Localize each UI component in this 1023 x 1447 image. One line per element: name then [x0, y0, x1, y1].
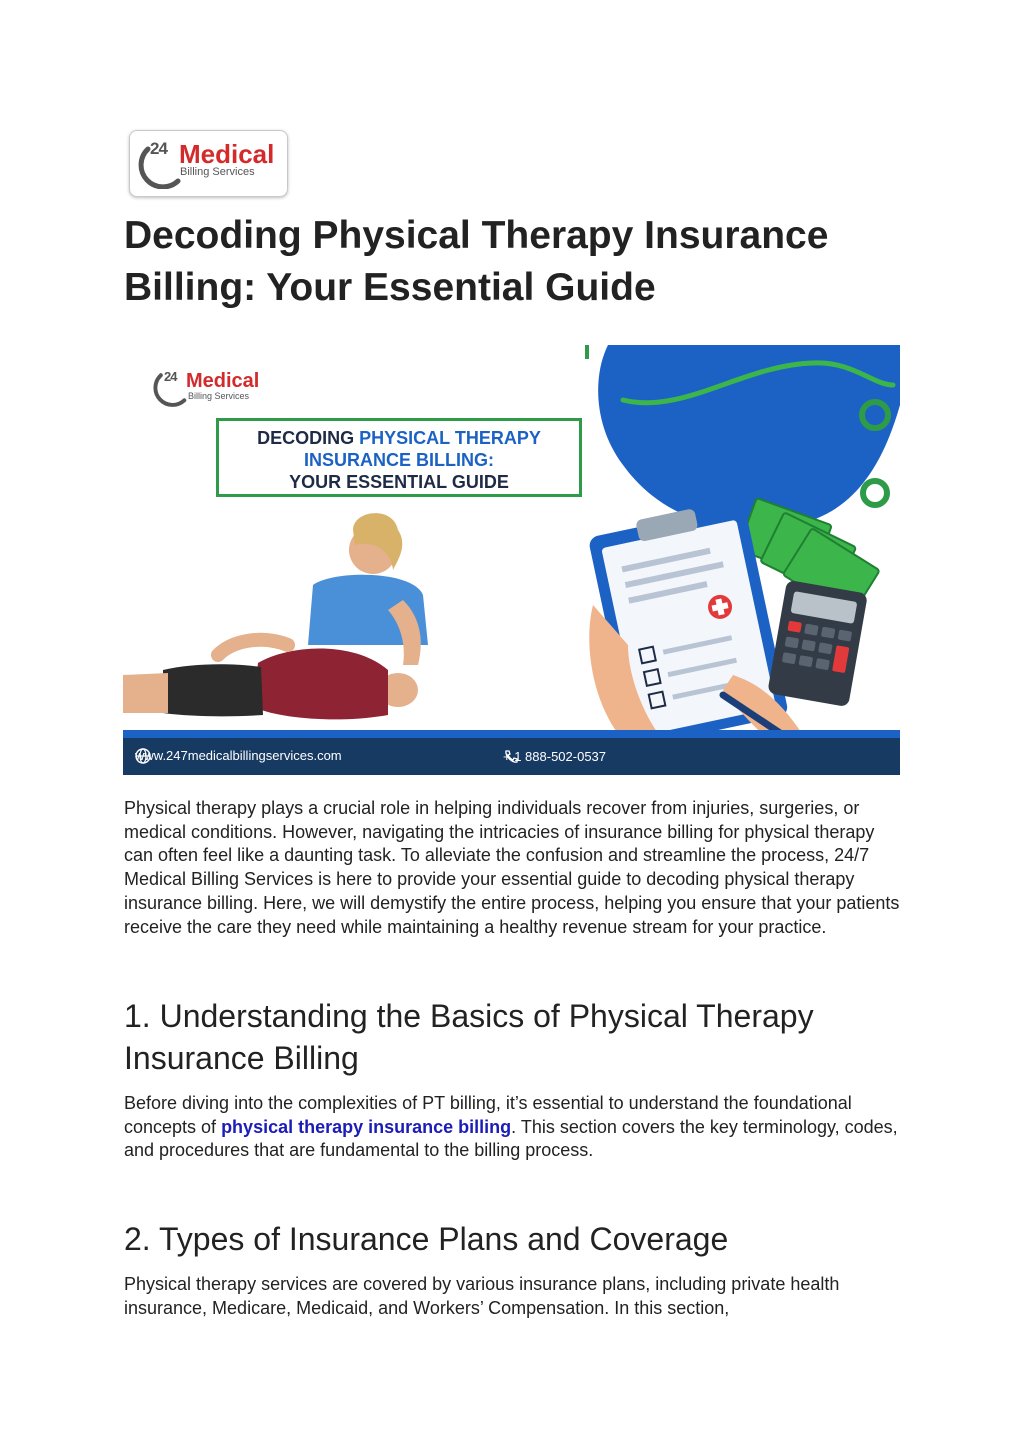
section2-paragraph: Physical therapy services are covered by various insurance plans, including private health insurance, Medicare, Medicaid, and Workers’ Compensation. In this section,: [124, 1274, 840, 1318]
section1-text-before: Before diving into the complexities of PT billing, it’s essential to understand the foundational concepts of: [124, 1093, 852, 1137]
banner-headline: [216, 418, 582, 497]
banner-footer: [123, 738, 900, 775]
banner-logo-name: Medical: [186, 370, 260, 392]
banner-logo: [153, 367, 273, 415]
intro-paragraph: Physical therapy plays a crucial role in helping individuals recover from injuries, surgeries, or medical conditions. However, navigating the intricacies of insurance billing for physical therapy can often feel like a daunting task. To alleviate the confusion and streamline the process, 24/7 Medical Billing Services is here to provide your essential guide to decoding physical therapy insurance billing. Here, we will demystify the entire process, helping you ensure that your patients receive the care they need while maintaining a healthy revenue stream for your practice.: [124, 798, 900, 937]
globe-icon: [135, 748, 151, 764]
logo-number: 24: [150, 139, 167, 158]
company-logo: [129, 130, 288, 197]
banner-headline-part1: DECODING: [257, 428, 360, 448]
logo-name: Medical: [179, 139, 275, 169]
page-title: Decoding Physical Therapy Insurance Billing: Your Essential Guide: [124, 214, 829, 309]
section1-paragraph: [124, 1092, 904, 1163]
website-url: www.247medicalbillingservices.com: [135, 748, 342, 763]
section1-text-after: . This section covers the key terminology, codes, and procedures that are fundamental to the billing process.: [124, 1116, 898, 1161]
banner-headline-highlight: PHYSICAL THERAPY INSURANCE BILLING:: [304, 428, 541, 470]
phone-number: + 1 888-502-0537: [503, 749, 607, 764]
section2-heading: 2. Types of Insurance Plans and Coverage: [124, 1221, 729, 1257]
banner-phone: [503, 749, 606, 764]
banner-logo-number: 24: [164, 369, 177, 384]
banner-headline-part2: YOUR ESSENTIAL GUIDE: [289, 472, 509, 492]
banner-website: [135, 748, 342, 763]
logo-subtitle: Billing Services: [180, 166, 255, 178]
banner-logo-subtitle: Billing Services: [188, 391, 250, 401]
section1-heading: 1. Understanding the Basics of Physical Therapy Insurance Billing: [124, 998, 814, 1076]
physical-therapy-billing-link[interactable]: physical therapy insurance billing: [221, 1116, 512, 1137]
hero-banner: [123, 345, 900, 782]
phone-icon: [503, 749, 519, 765]
